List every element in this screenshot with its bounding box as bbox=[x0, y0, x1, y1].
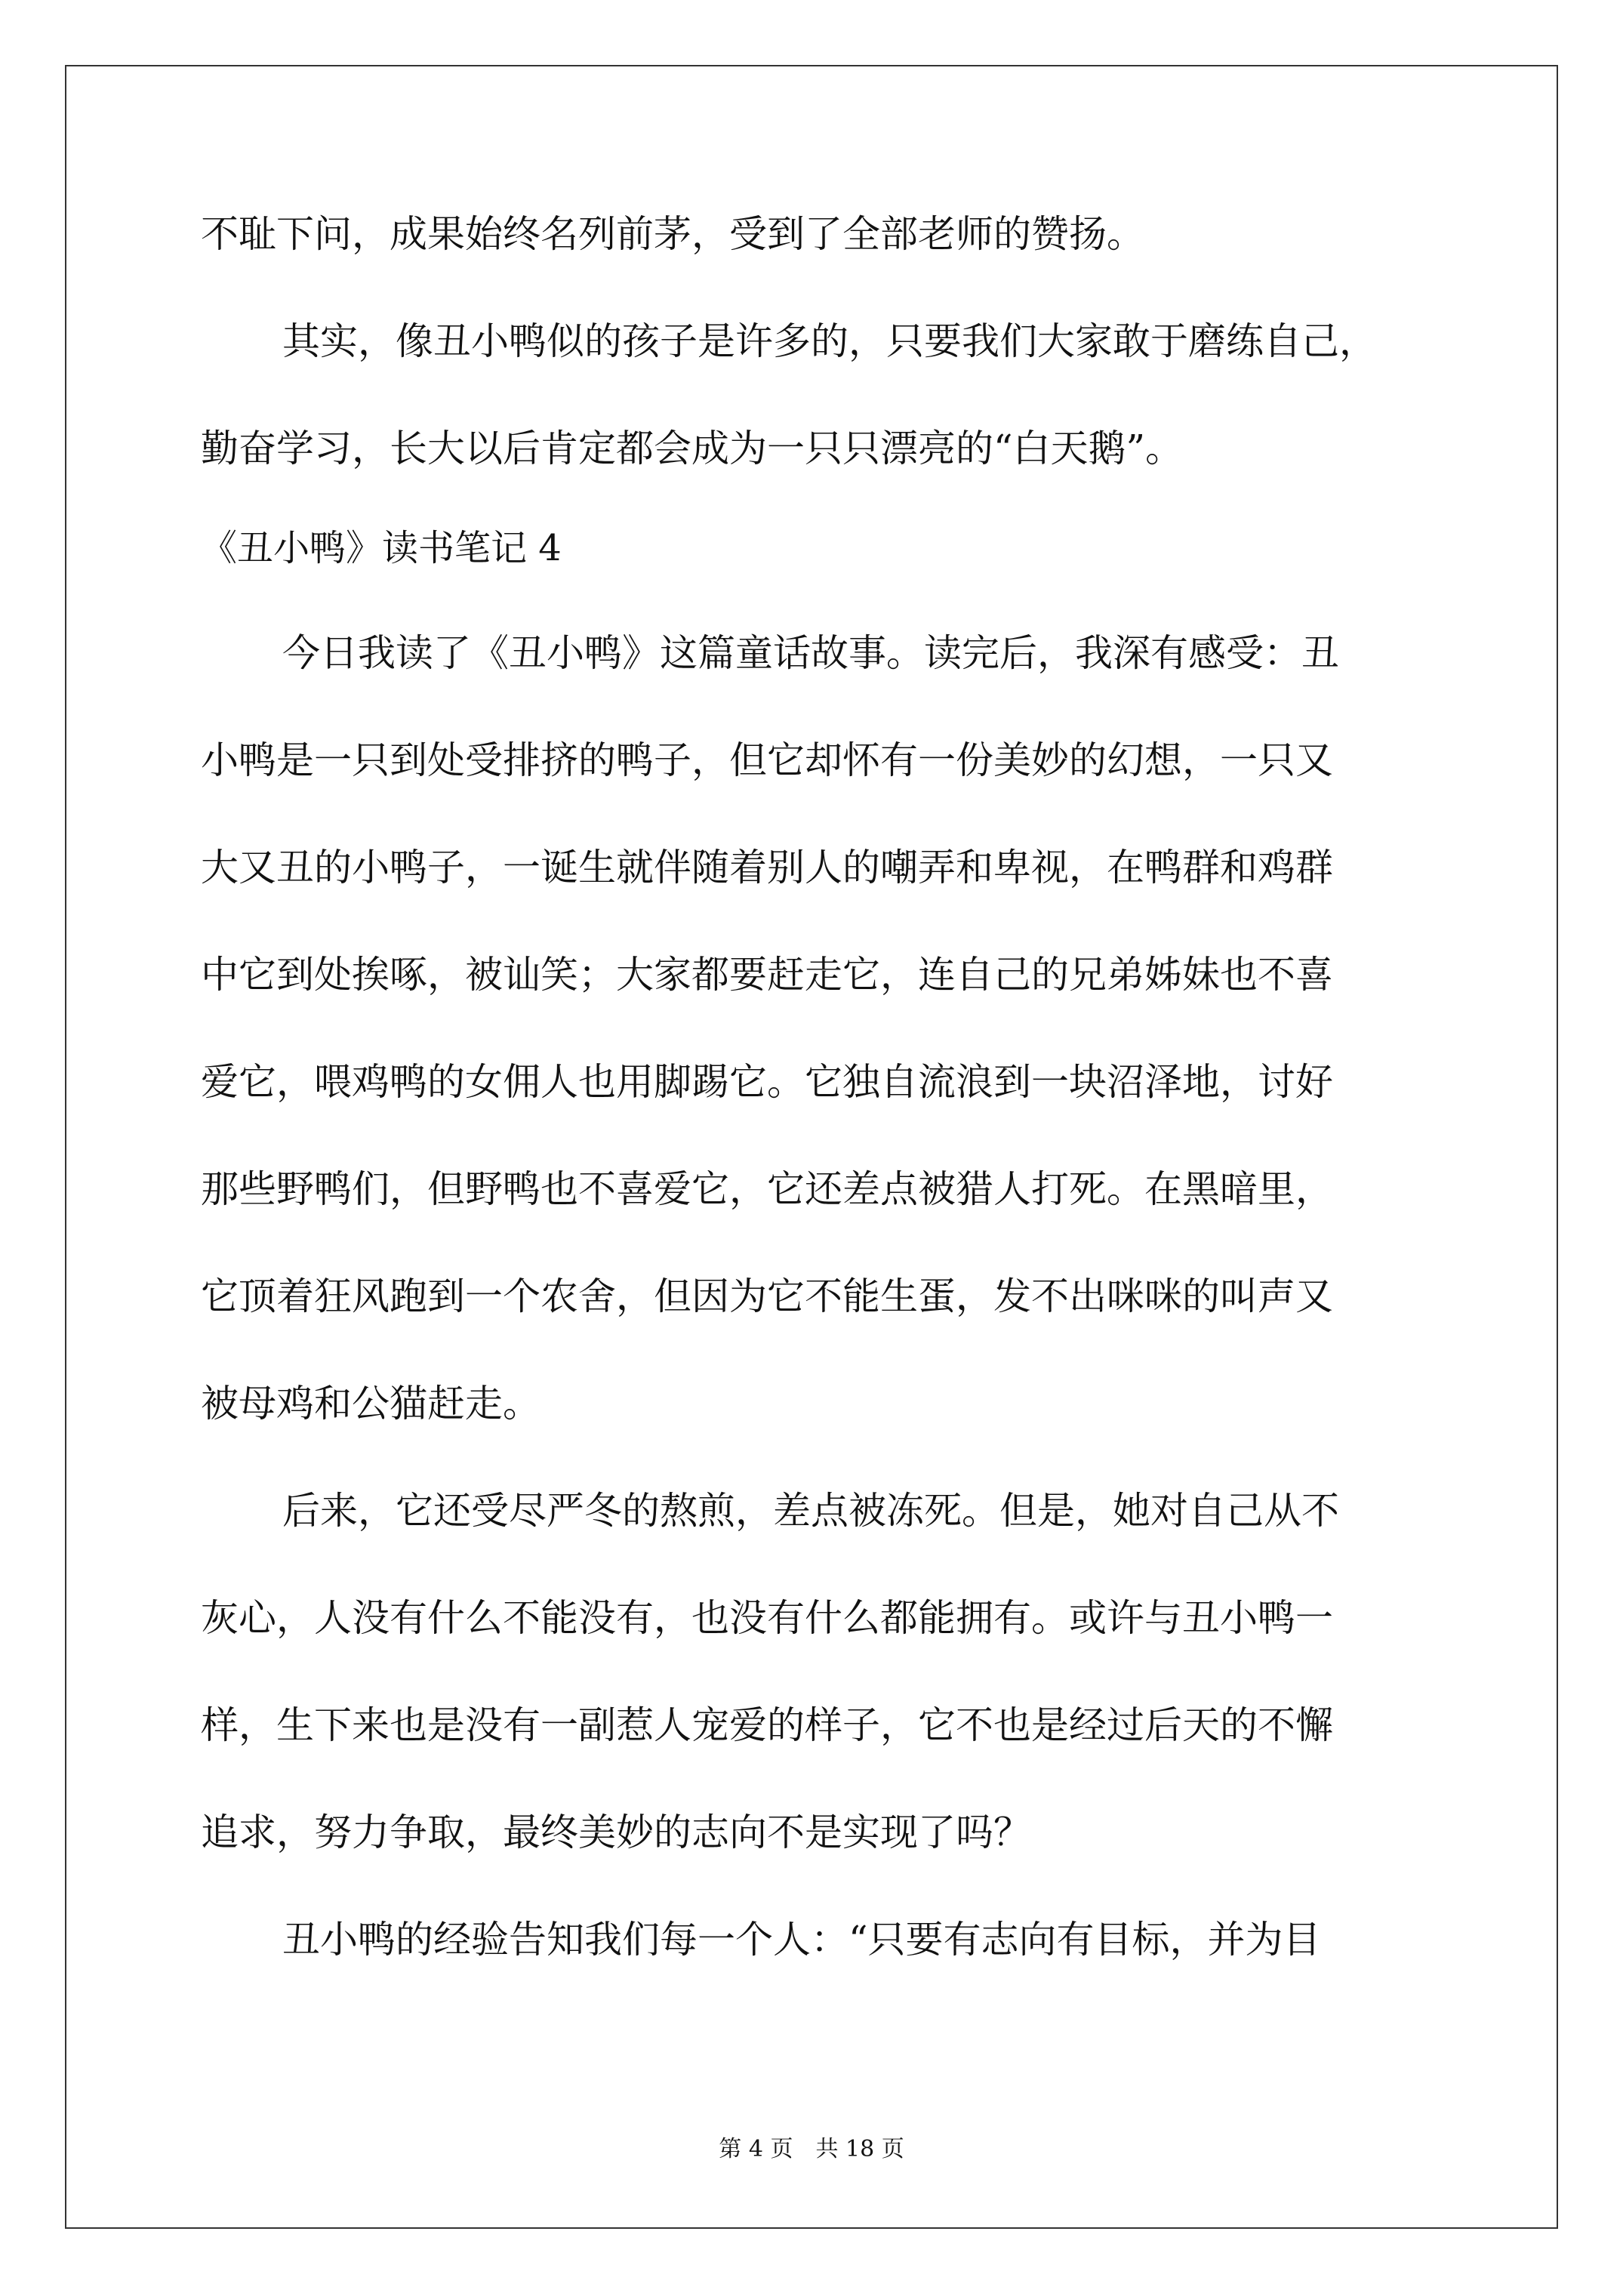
paragraph-line: 小鸭是一只到处受排挤的鸭子，但它却怀有一份美妙的幻想，一只又 bbox=[201, 738, 1333, 782]
paragraph-line: 追求，努力争取，最终美妙的志向不是实现了吗？ bbox=[201, 1811, 1031, 1854]
paragraph-line: 中它到处挨啄，被讪笑；大家都要赶走它，连自己的兄弟姊妹也不喜 bbox=[201, 953, 1333, 997]
paragraph-line: 大又丑的小鸭子，一诞生就伴随着别人的嘲弄和卑视，在鸭群和鸡群 bbox=[201, 846, 1333, 889]
section-heading: 《丑小鸭》读书笔记 4 bbox=[201, 527, 562, 569]
paragraph-line: 后来，它还受尽严冬的熬煎，差点被冻死。但是，她对自己从不 bbox=[282, 1489, 1339, 1533]
paragraph-line: 被母鸡和公猫赶走。 bbox=[201, 1382, 540, 1425]
paragraph-line: 今日我读了《丑小鸭》这篇童话故事。读完后，我深有感受：丑 bbox=[282, 631, 1339, 675]
paragraph-line: 样，生下来也是没有一副惹人宠爱的样子，它不也是经过后天的不懈 bbox=[201, 1703, 1333, 1747]
paragraph-line: 爱它，喂鸡鸭的女佣人也用脚踢它。它独自流浪到一块沼泽地，讨好 bbox=[201, 1060, 1333, 1104]
paragraph-line: 那些野鸭们，但野鸭也不喜爱它，它还差点被猎人打死。在黑暗里， bbox=[201, 1167, 1333, 1211]
paragraph-line: 其实，像丑小鸭似的孩子是许多的，只要我们大家敢于磨练自己， bbox=[282, 319, 1377, 363]
paragraph-line: 丑小鸭的经验告知我们每一个人：“只要有志向有目标，并为目 bbox=[282, 1918, 1321, 1962]
page-border bbox=[65, 65, 1558, 2229]
paragraph-line: 勤奋学习，长大以后肯定都会成为一只只漂亮的“白天鹅”。 bbox=[201, 427, 1184, 470]
paragraph-line: 不耻下问，成果始终名列前茅，受到了全部老师的赞扬。 bbox=[201, 212, 1144, 256]
paragraph-line: 它顶着狂风跑到一个农舍，但因为它不能生蛋，发不出咪咪的叫声又 bbox=[201, 1274, 1333, 1318]
page-number-footer: 第 4 页 共 18 页 bbox=[719, 2136, 904, 2162]
paragraph-line: 灰心，人没有什么不能没有，也没有什么都能拥有。或许与丑小鸭一 bbox=[201, 1596, 1333, 1640]
